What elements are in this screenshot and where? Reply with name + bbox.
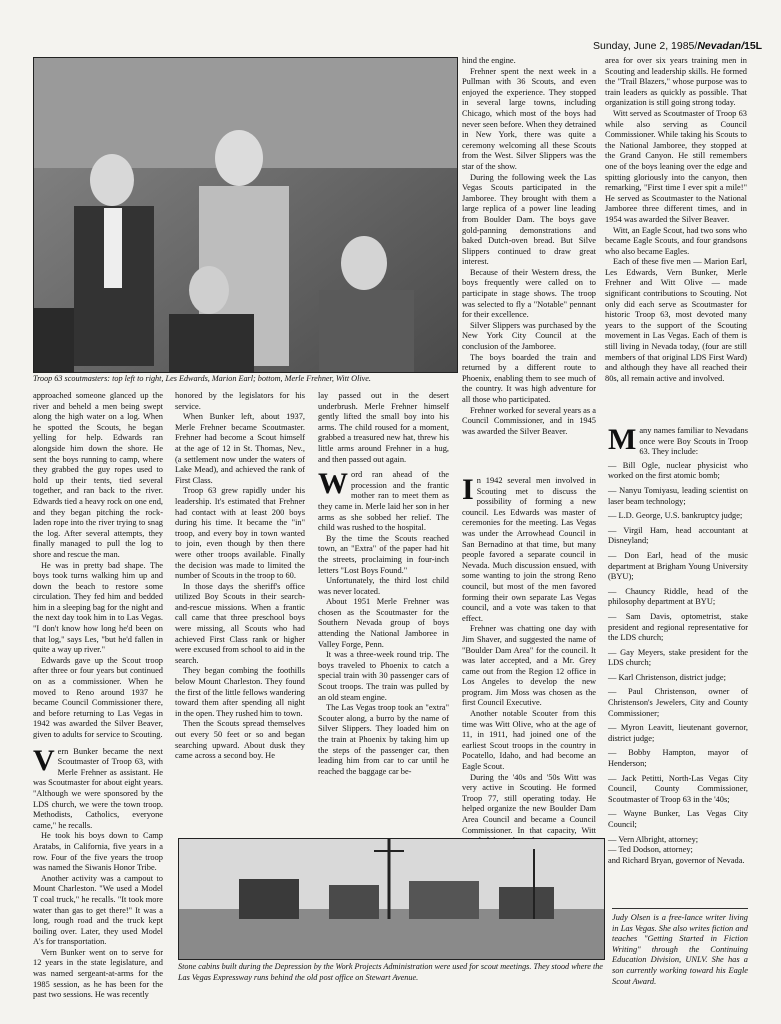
paragraph: any names familiar to Nevadans once were Boy Scouts in Troop 63. They include:: [639, 426, 748, 457]
paragraph: Frehner worked for several years as a Council Commissioner, and in 1945 was awarded the Silver Beaver.: [462, 405, 596, 436]
list-item: — Sam Davis, optometrist, stake president and regional representative for the LDS church;: [608, 611, 748, 643]
paragraph: ord ran ahead of the procession and the frantic mother ran to meet them as they came in. Merle laid her son in her arms as she sobbed her relief. The child was rushed to the hospital.: [318, 470, 449, 533]
column-4: [462, 473, 596, 847]
column-5-names: [608, 423, 748, 870]
paragraph: The Las Vegas troop took an "extra" Scouter along, a burro by the name of Silver Slippers. They loaded him on the train at Phoenix by taking him up the steps of the passenger car, then leading him from car to car until he reached the baggage car be-: [318, 703, 449, 776]
paragraph: By the time the Scouts reached town, an "Extra" of the paper had hit the streets, proclaiming in four-inch letters "Lost Boys Found.": [318, 533, 449, 575]
column-1: [33, 391, 163, 1001]
paragraph: Frehner spent the next week in a Pullman with 36 Scouts, and even enjoyed the experience. They stopped in several large towns, including Chicago, which most of the boys had never seen before. When they detrained in New York, there was quite a ceremony welcoming all these Scouts from the West. Silver Slippers was the star of the show.: [462, 66, 596, 171]
list-item: — Gay Meyers, stake president for the LDS church;: [608, 647, 748, 668]
dropcap: M: [608, 423, 637, 456]
paragraph: Then the Scouts spread themselves out every 50 feet or so and began searching upward. About dusk they came across a second boy. He: [175, 719, 305, 761]
photo2-caption: Stone cabins built during the Depression by the Work Projects Administration were used for scout meetings. They stood where the Las Vegas Expressway runs behind the old post office on Stewart Avenue.: [178, 962, 603, 982]
paragraph: Witt served as Scoutmaster of Troop 63 while also serving as Council Commissioner. While taking his Scouts to the National Jamboree, they stopped at the Grand Canyon. He still remembers one of the boys leaning over the edge and spitting gloriously into the canyon, then remarking, "First time I ever spit a mile!" He served as Scoutmaster to the National Jamboree three different times, and in 1954 was awarded the Silver Beaver.: [605, 108, 747, 224]
paragraph: hind the engine.: [462, 56, 516, 65]
stone-cabins-photo-icon: [178, 838, 605, 960]
paragraph: Another notable Scouter from this time was Witt Olive, who at the age of 11, in 1911, had joined one of the earliest Scout troops in the country in Pocatello, Idaho, and had become an Eagle Scout.: [462, 709, 596, 772]
paragraph: Each of these five men — Marion Earl, Les Edwards, Vern Bunker, Merle Frehner and Witt Olive — made significant contributions to Scouting. Not only did each serve as Scoutmaster for historic Troop 63, most devoted many years to the support of the Scouting movement in Las Vegas. Each of them is still living in Nevada today, (four are still members of that original LDS First Ward) and although they have all reached their 80s, all remain active and involved.: [605, 257, 747, 383]
paragraph: Another activity was a campout to Mount Charleston. "We used a Model T coal truck," he recalls. "It took more water than gas to get there!" It was a long, rough road and the truck kept boiling over. Later, they used Model A's for transportation.: [33, 873, 163, 947]
dropcap: I: [462, 473, 474, 506]
scoutmasters-photo-icon: [33, 57, 458, 373]
paragraph: approached someone glanced up the river and beheld a men being swept along the high water on a log. When he spotted the Scouts, he began yelling for help. Edwards ran alongside him down the shore. He sent the boys running to camp, where they grabbed the guy ropes used to hold up their tents, tied several together, and ran back to the river. Edwards tied a heavy rock on one end, and they began pitching the rock-laden rope into the river trying to snag the log. After several attempts, they finally managed to pull the log to shore and rescue the man.: [33, 391, 163, 559]
header-section: Nevadan/: [697, 40, 744, 52]
list-item: — Paul Christenson, owner of Christenson's Jewelers, City and County Commissioner;: [608, 687, 748, 718]
column-4-top: [462, 56, 596, 437]
paragraph: When Bunker left, about 1937, Merle Frehner became Scoutmaster. Frehner had become a Scout himself at the age of 12 in St. Thomas, Nev., (a settlement now under the waters of Lake Mead), and achieved the rank of First Class.: [175, 412, 305, 485]
column-5-top: [605, 56, 747, 384]
list-item: — Nanyu Tomiyasu, leading scientist on laser beam technology;: [608, 485, 748, 506]
paragraph: Unfortunately, the third lost child was never located.: [318, 576, 449, 596]
paragraph: During the following week the Las Vegas Scouts participated in the Jamboree. They brought with them a large replica of a power line leading from Boulder Dam. The boys gave gold-panning demonstrations and baked Dutch-oven bread. But Silve Slippers continued to draw great interest.: [462, 172, 596, 267]
paragraph: The boys boarded the train and returned by a different route to Phoenix, enabling them to see much of the country. It was high adventure for all those who participated.: [462, 352, 596, 404]
header-date: Sunday, June 2, 1985/: [593, 40, 698, 52]
paragraph: ern Bunker became the next Scoutmaster of Troop 63, with Merle Frehner as assistant. He was Scoutmaster for about eight years. "Although we were sponsored by the LDS church, we were the town troop. Methodists, Catholics, everyone came," he recalls.: [33, 746, 163, 830]
paragraph: Vern Bunker went on to serve for 12 years in the state legislature, and was named sergeant-at-arms for the 1985 session, as he has been for the past two sessions. He was recently: [33, 947, 163, 1000]
list-item: — Ted Dodson, attorney;: [608, 845, 693, 855]
dropcap: W: [318, 467, 348, 501]
list-item: — Wayne Bunker, Las Vegas City Council;: [608, 809, 748, 829]
paragraph: Silver Slippers was purchased by the New York City Council at the conclusion of the Jamboree.: [462, 320, 596, 352]
column-3: [318, 391, 449, 777]
list-item: — Bobby Hampton, mayor of Henderson;: [608, 748, 748, 769]
list-item: — Virgil Ham, head accountant at Disneyland;: [608, 525, 748, 546]
paragraph: They began combing the foothills below Mount Charleston. They found the first of the little fellows wandering toward them after spending all night in the open. They rushed him to town.: [175, 666, 305, 718]
paragraph: He was in pretty bad shape. The boys took turns walking him up and down the beach to restore some circulation. They fed him and bedded him in a sleeping bag for the night and the next day took him in to Las Vegas. "I don't know how long he'd been on that log," says Les, "but he'd fallen in quite a way up river.": [33, 560, 163, 655]
paragraph: It was a three-week round trip. The boys traveled to Phoenix to catch a special train with 30 passenger cars of Scout troops. The train was pulled by an old steam engine.: [318, 650, 449, 702]
header-page-number: 15L: [744, 40, 763, 52]
paragraph: n 1942 several men involved in Scouting met to discuss the possibility of forming a new council. Les Edwards was master of ceremonies for the meeting. Las Vegas was under the Arrowhead Council in San Bernadino at that time, but many people favored a separate council in Nevada. Much discussion ensued, with some wanting to join the strong Reno council, but most of the men favored forming their own separate Las Vegas council, and a vote was taken to that effect.: [462, 476, 596, 623]
page-header: [593, 40, 762, 52]
paragraph: During the '40s and '50s Witt was very active in Scouting. He formed Troop 77, still operating today. He helped organize the new Boulder Dam Area Council and became a Council Commissioner. In that capacity, Witt: [462, 772, 596, 835]
list-item: and Richard Bryan, governor of Nevada.: [608, 855, 745, 865]
dropcap: V: [33, 743, 55, 777]
paragraph: In those days the sheriff's office utilized Boy Scouts in their search-and-rescue missions. When a frantic call came that three preschool boys were missing, all Scouts who had achieved First Class rank or higher were excused from school to aid in the search.: [175, 581, 305, 665]
paragraph: lay passed out in the desert underbrush. Merle Frehner himself gently lifted the small boy into his arms. The child roused for a moment, grabbed a treasured new hat, threw his little arms around Frehner in a hug, and then passed out again.: [318, 391, 449, 464]
list-item: — Don Earl, head of the music department at Brigham Young University (BYU);: [608, 550, 748, 582]
list-item: — Karl Christenson, district judge;: [608, 672, 726, 682]
author-bio: Judy Olsen is a free-lance writer living in Las Vegas. She also writes fiction and teaches "Getting Started in Fiction Writing" through the Continuing Education Division, UNLV. She has a son currently working toward his Eagle Scout Award.: [612, 908, 748, 987]
paragraph: Frehner was chatting one day with Jim Shaver, and suggested the name of "Boulder Dam Area" for the council. It was later accepted, and a Mr. Grey came out from the Region 12 office in Los Angeles to develop the new program. Jim Moss was chosen as the first Council Executive.: [462, 624, 596, 708]
paragraph: Edwards gave up the Scout troop after three or four years but continued on as a commissioner. When he moved to Reno around 1937 he became Council Commissioner there, and before returning to Las Vegas in 1942 was awarded the Silver Beaver, given to adults for service to Scouting.: [33, 655, 163, 739]
list-item: — Bill Ogle, nuclear physicist who worked on the first atomic bomb;: [608, 460, 748, 481]
paragraph: Troop 63 grew rapidly under his leadership. It's estimated that Frehner had contact with at least 200 boys during his time. It became the "in" troop, and every boy in town wanted to join, even though by then there were other troops available. Finally the decision was made to limited the number of Scouts in the troop to 60.: [175, 486, 305, 581]
photo1-caption: Troop 63 scoutmasters: top left to right, Les Edwards, Marion Earl; bottom, Merle Frehner, Witt Olive.: [33, 374, 371, 383]
paragraph: Because of their Western dress, the boys frequently were called on to participate in stage shows. The troop was selected to fly a "Notable" pennant for their excellence.: [462, 267, 596, 320]
list-item: — Chauncy Riddle, head of the philosophy department at BYU;: [608, 586, 748, 607]
list-item: — Myron Leavitt, lieutenant governor, district judge;: [608, 723, 748, 743]
paragraph: area for over six years training men in Scouting and leadership skills. He formed the "Trail Blazers," whose purpose was to train leaders as quickly as possible. That organization is still going strong today.: [605, 56, 747, 108]
column-2: [175, 391, 305, 762]
paragraph: He took his boys down to Camp Aratabs, in California, five years in a row. Four of the five years the troop was named the Siwanis Honor Tribe.: [33, 831, 163, 873]
paragraph: Witt, an Eagle Scout, had two sons who became Eagle Scouts, and four grandsons who also became Eagles.: [605, 225, 747, 256]
paragraph: honored by the legislators for his service.: [175, 391, 305, 411]
list-item: — L.D. George, U.S. bankruptcy judge;: [608, 511, 743, 521]
list-item: — Vern Albright, attorney;: [608, 834, 699, 844]
paragraph: About 1951 Merle Frehner was chosen as the Scoutmaster for the Southern Nevada group of boys attending the National Jamboree in Valley Forge, Penn.: [318, 597, 449, 649]
list-item: — Jack Petitti, North-Las Vegas City Council, County Commissioner, Scoutmaster of Troop 63 in the '40s;: [608, 773, 748, 804]
